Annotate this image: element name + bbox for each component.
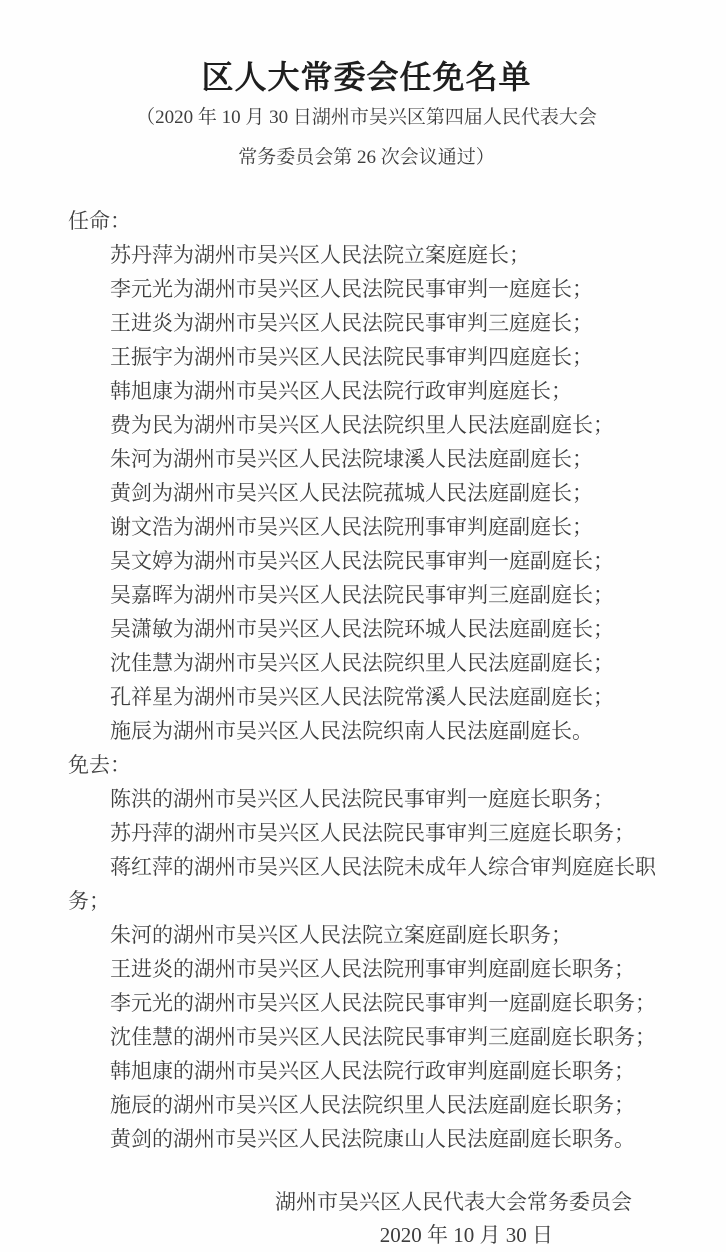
appointment-line: 吴嘉晖为湖州市吴兴区人民法院民事审判三庭副庭长； xyxy=(110,583,614,607)
removal-line: 苏丹萍的湖州市吴兴区人民法院民事审判三庭庭长职务； xyxy=(110,821,635,845)
appointment-line: 苏丹萍为湖州市吴兴区人民法院立案庭庭长； xyxy=(110,243,530,267)
appointment-line: 王进炎为湖州市吴兴区人民法院民事审判三庭庭长； xyxy=(110,311,593,335)
removal-line: 沈佳慧的湖州市吴兴区人民法院民事审判三庭副庭长职务； xyxy=(110,1025,656,1049)
appointment-line: 李元光为湖州市吴兴区人民法院民事审判一庭庭长； xyxy=(110,277,593,301)
document-footer xyxy=(68,1186,665,1252)
removal-line: 王进炎的湖州市吴兴区人民法院刑事审判庭副庭长职务； xyxy=(110,957,635,981)
removals-heading: 免去： xyxy=(68,753,131,777)
removal-line: 施辰的湖州市吴兴区人民法院织里人民法庭副庭长职务； xyxy=(110,1093,635,1117)
removals-section xyxy=(68,748,665,1156)
appointment-line: 谢文浩为湖州市吴兴区人民法院刑事审判庭副庭长； xyxy=(110,515,593,539)
appointment-line: 孔祥星为湖州市吴兴区人民法院常溪人民法庭副庭长； xyxy=(110,685,614,709)
removal-line: 朱河的湖州市吴兴区人民法院立案庭副庭长职务； xyxy=(110,923,572,947)
signature-organization: 湖州市吴兴区人民代表大会常务委员会 xyxy=(275,1190,632,1214)
appointment-line: 施辰为湖州市吴兴区人民法院织南人民法庭副庭长。 xyxy=(110,719,593,743)
removal-line: 黄剑的湖州市吴兴区人民法院康山人民法庭副庭长职务。 xyxy=(110,1127,635,1151)
appointment-line: 朱河为湖州市吴兴区人民法院埭溪人民法庭副庭长； xyxy=(110,447,593,471)
appointment-line: 韩旭康为湖州市吴兴区人民法院行政审判庭庭长； xyxy=(110,379,572,403)
appointments-heading: 任命： xyxy=(68,209,131,233)
appointment-line: 费为民为湖州市吴兴区人民法院织里人民法庭副庭长； xyxy=(110,413,614,437)
removal-line: 陈洪的湖州市吴兴区人民法院民事审判一庭庭长职务； xyxy=(110,787,614,811)
document-subtitle-line2: 常务委员会第 26 次会议通过） xyxy=(238,147,495,168)
appointment-line: 黄剑为湖州市吴兴区人民法院菰城人民法庭副庭长； xyxy=(110,481,593,505)
signature-date: 2020 年 10 月 30 日 xyxy=(379,1223,553,1247)
appointment-line: 吴文婷为湖州市吴兴区人民法院民事审判一庭副庭长； xyxy=(110,549,614,573)
document-title: 区人大常委会任免名单 xyxy=(201,59,532,95)
appointments-section xyxy=(68,204,665,748)
appointment-line: 吴潇敏为湖州市吴兴区人民法院环城人民法庭副庭长； xyxy=(110,617,614,641)
appointment-line: 沈佳慧为湖州市吴兴区人民法院织里人民法庭副庭长； xyxy=(110,651,614,675)
removal-line: 韩旭康的湖州市吴兴区人民法院行政审判庭副庭长职务； xyxy=(110,1059,635,1083)
document-subtitle-line1: （2020 年 10 月 30 日湖州市吴兴区第四届人民代表大会 xyxy=(136,107,597,128)
removal-line: 蒋红萍的湖州市吴兴区人民法院未成年人综合审判庭庭长职务； xyxy=(68,855,656,913)
removal-line: 李元光的湖州市吴兴区人民法院民事审判一庭副庭长职务； xyxy=(110,991,656,1015)
appointment-line: 王振宇为湖州市吴兴区人民法院民事审判四庭庭长； xyxy=(110,345,593,369)
